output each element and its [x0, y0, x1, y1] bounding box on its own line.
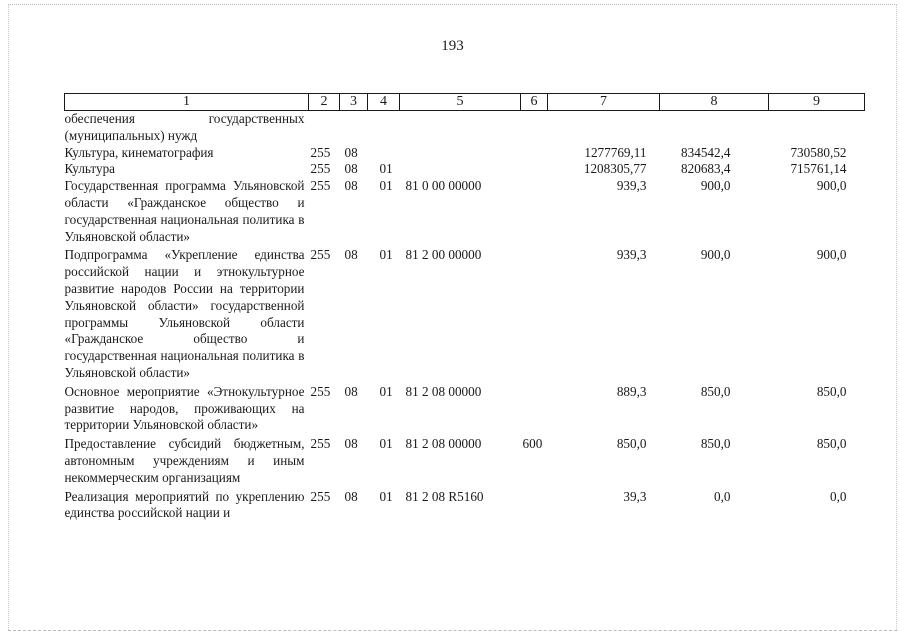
amount-col9: 715761,14: [790, 161, 847, 177]
column-header: 2: [309, 94, 340, 111]
item-name: обеспечения государственных (муниципальных) нужд: [64, 111, 305, 143]
admin-code: 255: [310, 144, 331, 160]
column-header: 7: [548, 94, 660, 111]
amount-col9: 900,0: [816, 178, 847, 194]
expense-type: [521, 384, 548, 436]
expense-type: [521, 247, 548, 383]
header-row: [65, 94, 865, 111]
amount-col9: 900,0: [816, 247, 847, 263]
amount-col8: 900,0: [700, 178, 731, 194]
page-frame-right: [896, 4, 897, 630]
section-code: 08: [344, 488, 358, 504]
column-header: 5: [400, 94, 521, 111]
admin-code: 255: [310, 436, 331, 452]
subsection-code: 01: [379, 488, 393, 504]
expense-type: [521, 178, 548, 247]
table-row: [65, 436, 865, 488]
page-frame-bottom: [8, 630, 897, 631]
table-row: [65, 145, 865, 162]
amount-col9: 850,0: [816, 383, 847, 399]
expense-type: [521, 111, 548, 145]
target-article: 81 2 08 00000: [405, 436, 482, 452]
amount-col7: 39,3: [623, 488, 647, 504]
column-header: 6: [521, 94, 548, 111]
amount-col9: 730580,52: [790, 144, 847, 160]
amount-col9: 0,0: [830, 488, 847, 504]
amount-col7: 939,3: [616, 247, 647, 263]
section-code: 08: [344, 436, 358, 452]
amount-col7: 850,0: [616, 436, 647, 452]
section-code: 08: [344, 161, 358, 177]
amount-col7: [548, 111, 660, 145]
subsection-code: 01: [379, 247, 393, 263]
page-frame-top: [8, 4, 897, 5]
amount-col8: 850,0: [700, 436, 731, 452]
item-name: Государственная программа Ульяновской области «Гражданское общество и государственная национальная политика в Ульяновской области»: [64, 178, 305, 244]
subsection-code: [368, 145, 400, 162]
amount-col7: 1277769,11: [584, 144, 647, 160]
subsection-code: [368, 111, 400, 145]
item-name: Основное мероприятие «Этнокультурное развитие народов, проживающих на территории Ульяновской области»: [64, 383, 305, 433]
table-row: [65, 247, 865, 383]
column-header: 9: [769, 94, 865, 111]
expense-type: [521, 145, 548, 162]
amount-col8: 900,0: [700, 247, 731, 263]
page-number: 193: [441, 38, 464, 54]
admin-code: 255: [310, 161, 331, 177]
column-header: 8: [660, 94, 769, 111]
admin-code: 255: [310, 383, 331, 399]
subsection-code: 01: [379, 383, 393, 399]
target-article: [400, 111, 521, 145]
target-article: [400, 161, 521, 178]
amount-col9: [769, 111, 865, 145]
amount-col7: 1208305,77: [583, 161, 647, 177]
table-row: [65, 384, 865, 436]
section-code: [340, 111, 368, 145]
subsection-code: 01: [379, 161, 393, 177]
item-name: Культура, кинематография: [64, 144, 214, 160]
amount-col9: 850,0: [816, 436, 847, 452]
expense-type: [521, 489, 548, 523]
column-header: 4: [368, 94, 400, 111]
admin-code: [309, 111, 340, 145]
admin-code: 255: [310, 488, 331, 504]
item-name: Подпрограмма «Укрепление единства российской нации и этнокультурное развитие народов России на территории Ульяновской области» государственной программы Ульяновской области «Гражданское общество и государственная национальная политика в Ульяновской области»: [64, 247, 305, 380]
target-article: [400, 145, 521, 162]
admin-code: 255: [310, 178, 331, 194]
amount-col8: 820683,4: [681, 161, 731, 177]
section-code: 08: [344, 247, 358, 263]
table-row: [65, 178, 865, 247]
page-frame-left: [8, 4, 9, 630]
admin-code: 255: [310, 247, 331, 263]
amount-col8: [660, 111, 769, 145]
amount-col8: 0,0: [714, 488, 731, 504]
column-header: 3: [340, 94, 368, 111]
item-name: Предоставление субсидий бюджетным, автономным учреждениям и иным некоммерческим организациям: [64, 436, 305, 485]
budget-table: [64, 93, 865, 522]
expense-type: [521, 161, 548, 178]
amount-col8: 850,0: [700, 383, 731, 399]
target-article: 81 2 08 00000: [405, 383, 482, 399]
table-row: [65, 489, 865, 523]
section-code: 08: [344, 178, 358, 194]
target-article: 81 2 08 R5160: [405, 488, 484, 504]
target-article: 81 0 00 00000: [405, 178, 482, 194]
amount-col7: 939,3: [616, 178, 647, 194]
column-header: 1: [65, 94, 309, 111]
target-article: 81 2 00 00000: [405, 247, 482, 263]
subsection-code: 01: [379, 436, 393, 452]
item-name: Культура: [64, 161, 116, 177]
amount-col7: 889,3: [616, 383, 647, 399]
section-code: 08: [344, 144, 358, 160]
amount-col8: 834542,4: [681, 144, 731, 160]
subsection-code: 01: [379, 178, 393, 194]
table-row: [65, 161, 865, 178]
item-name: Реализация мероприятий по укреплению единства российской нации и: [64, 488, 305, 521]
expense-type: 600: [522, 436, 543, 452]
table-row: [65, 111, 865, 145]
section-code: 08: [344, 383, 358, 399]
